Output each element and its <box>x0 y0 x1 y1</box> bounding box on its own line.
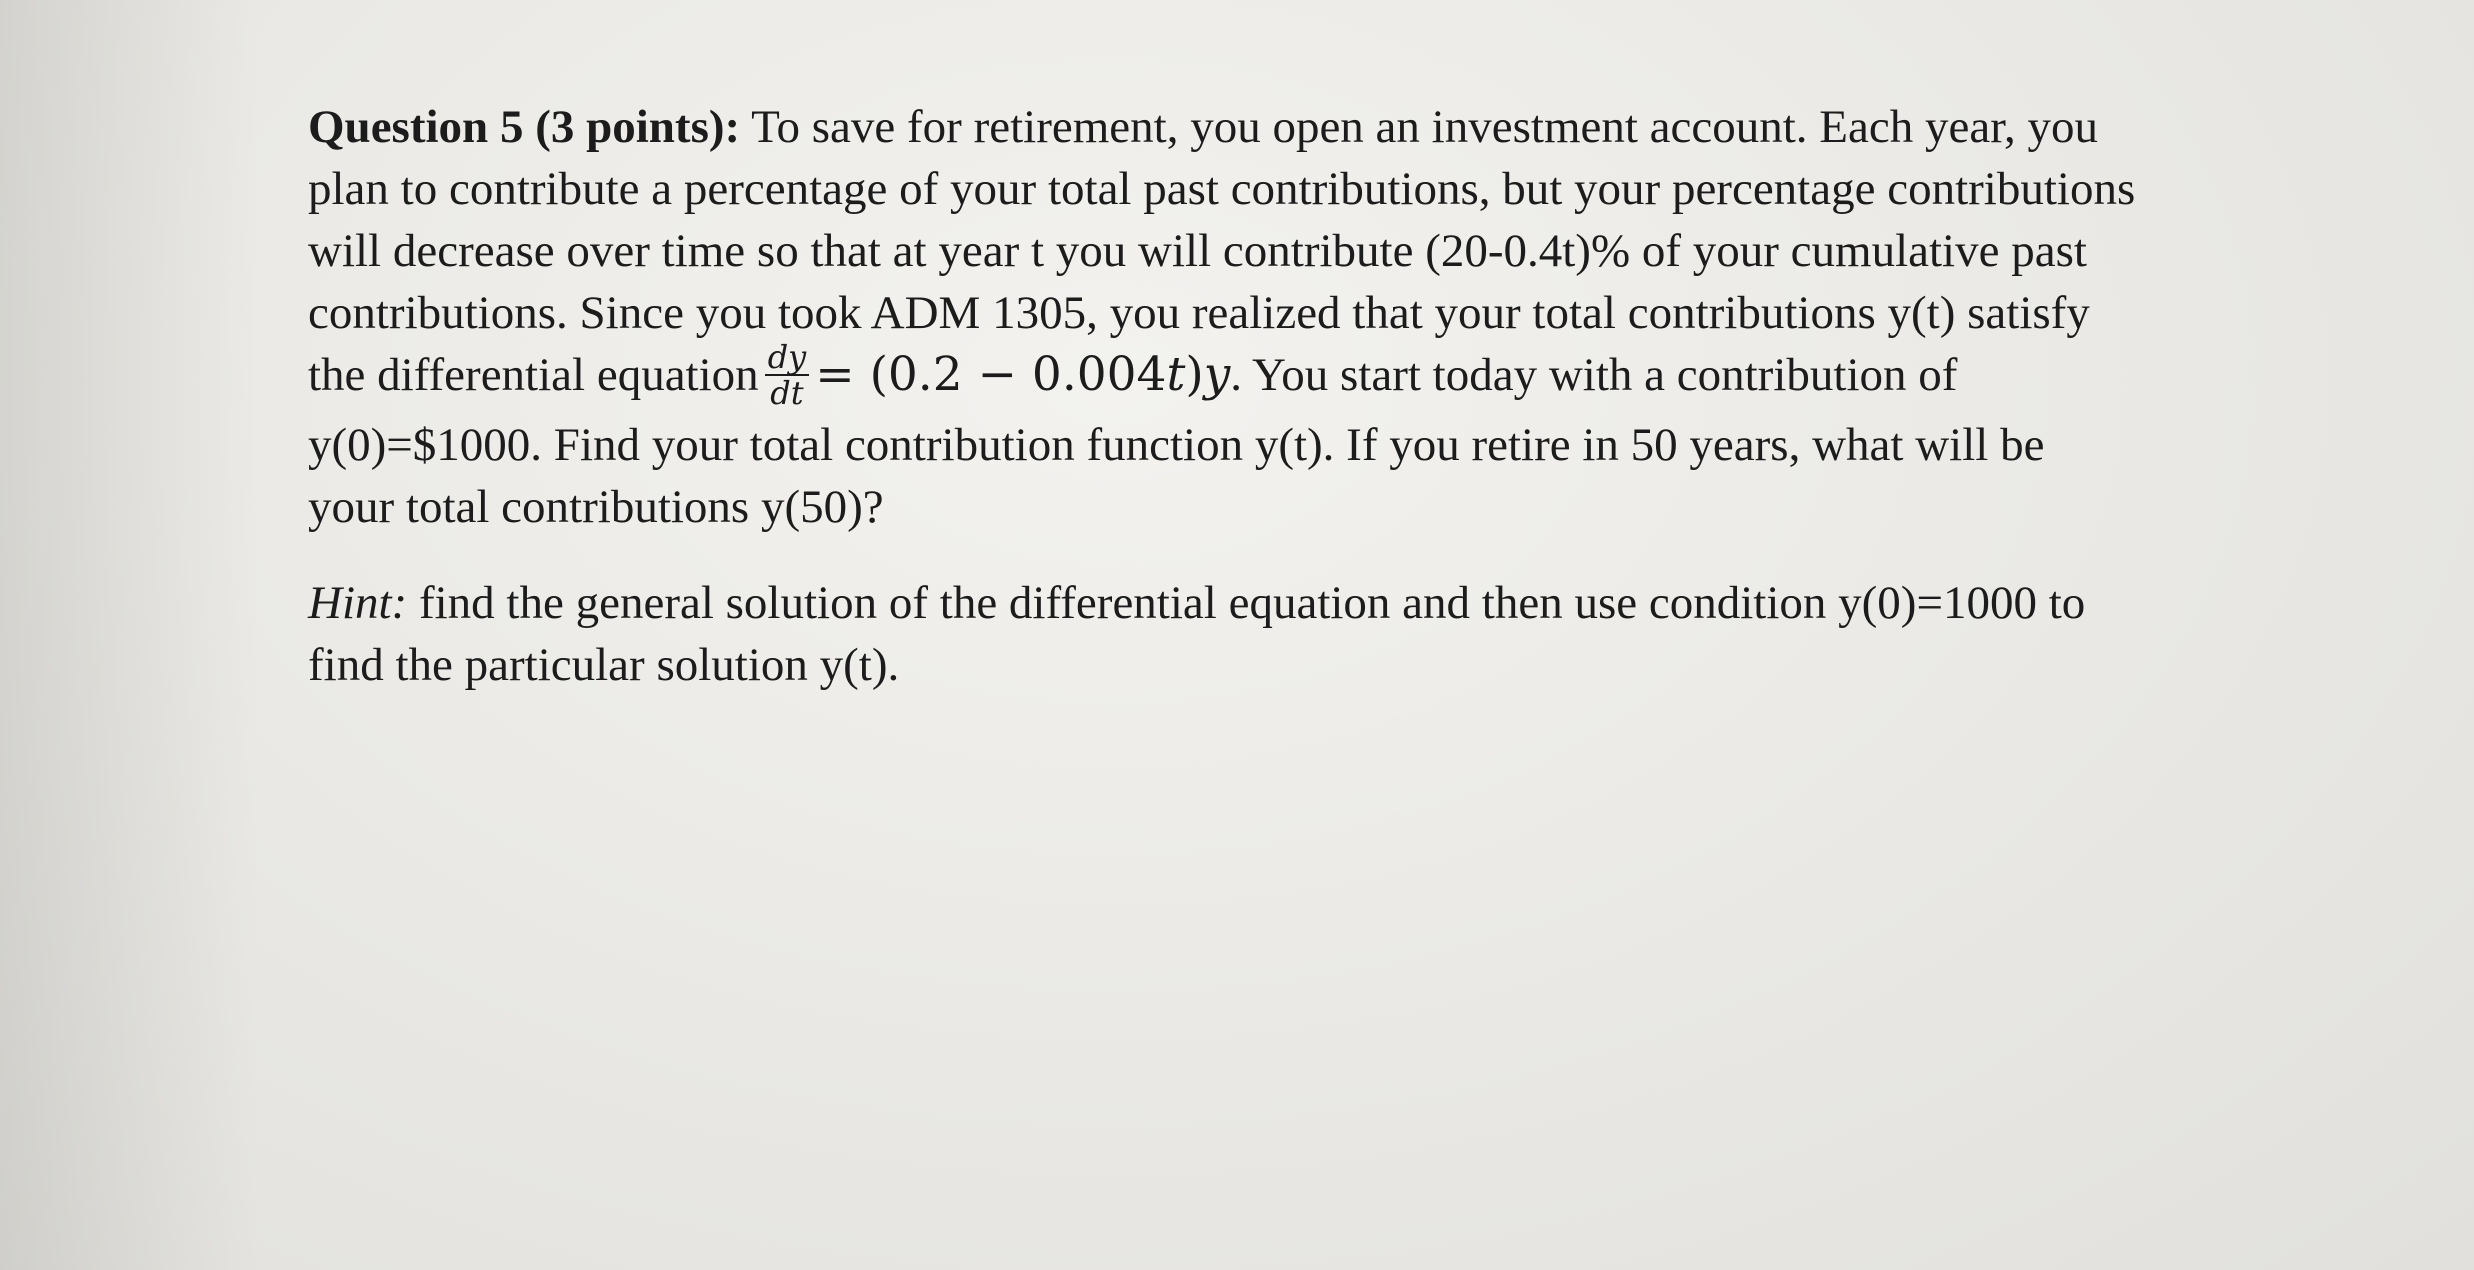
question-text-1: To save for retirement, you open an investment account. Each year, you <box>740 101 2098 153</box>
fraction-denominator: dt <box>770 374 804 413</box>
equation-rhs-b: ) <box>1185 347 1204 402</box>
question-block <box>308 96 2358 696</box>
photo-shading <box>0 0 260 1270</box>
hint-line-1 <box>308 572 2358 634</box>
derivative-fraction <box>765 338 810 413</box>
question-line-2: plan to contribute a percentage of your total past contributions, but your percentage contributions <box>308 163 2136 215</box>
question-line-3: will decrease over time so that at year t you will contribute (20-0.4t)% of your cumulative past <box>308 225 2087 277</box>
question-label: Question 5 (3 points): <box>308 101 741 153</box>
question-line-5 <box>308 338 2358 414</box>
equation-var-t: t <box>1166 347 1186 402</box>
question-line-7: your total contributions y(50)? <box>308 481 884 534</box>
question-line-1 <box>308 96 2358 158</box>
question-text-5b: . You start today with a contribution of <box>1230 349 1958 401</box>
hint-line-2: find the particular solution y(t). <box>308 639 900 692</box>
equation-var-y: y <box>1203 347 1231 402</box>
question-text-5a: the differential equation <box>308 349 759 401</box>
hint-label: Hint: <box>308 577 408 630</box>
question-line-6: y(0)=$1000. Find your total contribution function y(t). If you retire in 50 years, what will be <box>308 419 2045 472</box>
hint-block <box>308 572 2358 696</box>
hint-text-1: find the general solution of the differential equation and then use condition y(0)=1000 to <box>407 577 2086 630</box>
fraction-numerator: dy <box>765 340 810 376</box>
equation-rhs-a: = (0.2 − 0.004 <box>815 347 1167 402</box>
question-line-4: contributions. Since you took ADM 1305, you realized that your total contributions y(t) satisfy <box>308 287 2090 339</box>
